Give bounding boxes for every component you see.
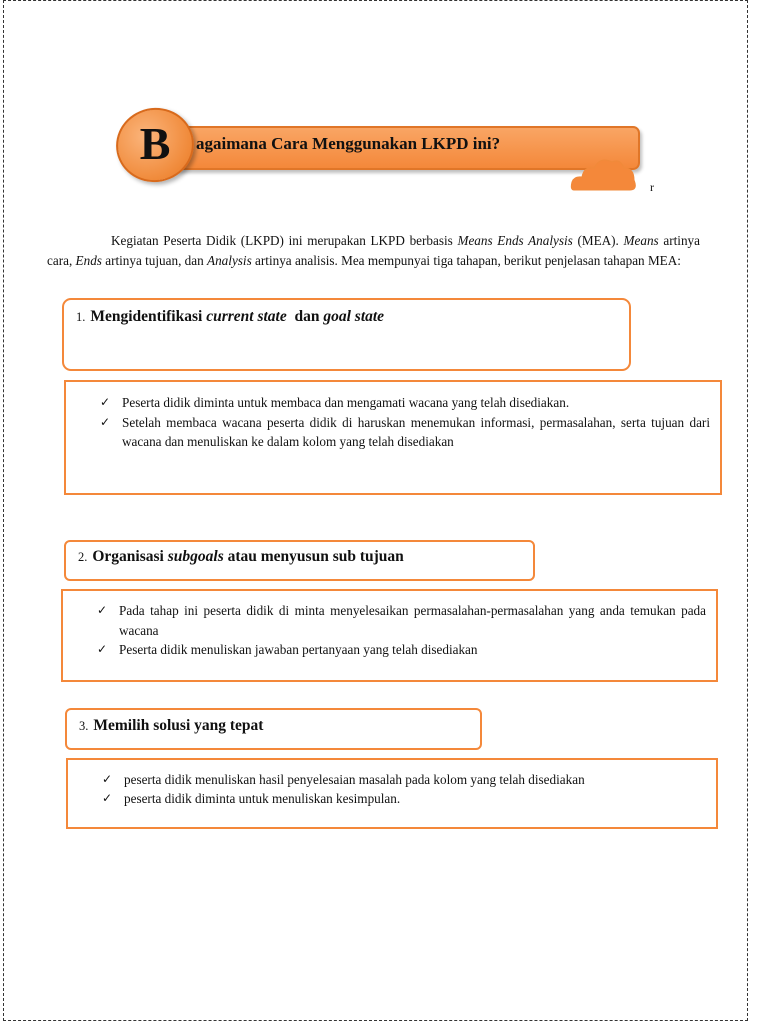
step-2-content-box (61, 589, 718, 682)
step-title-text: Mengidentifikasi (90, 308, 207, 325)
list-item (97, 601, 706, 640)
cloud-icon (570, 152, 638, 192)
stray-character: r (650, 180, 654, 194)
step-number: 3. (79, 719, 89, 733)
list-item (100, 393, 710, 413)
list-item (100, 413, 710, 452)
step-1-content-box (64, 380, 722, 495)
step-title-term: goal state (323, 308, 385, 325)
step-title-text: Memilih solusi yang tepat (93, 717, 264, 734)
intro-term-ends: Ends (75, 252, 102, 268)
step-title-text: Organisasi (92, 548, 168, 565)
step-title-text: atau menyusun sub tujuan (223, 548, 404, 565)
list-item (97, 640, 706, 660)
step-3-content-box (66, 758, 718, 829)
list-item-text: Peserta didik diminta untuk membaca dan mengamati wacana yang telah disediakan. (122, 395, 570, 410)
step-3-title (79, 717, 263, 735)
list-item-text: Peserta didik menuliskan jawaban pertanyaan yang telah disediakan (119, 642, 478, 657)
list-item-text: peserta didik diminta untuk menuliskan kesimpulan. (124, 790, 401, 806)
step-title-text: dan (286, 308, 324, 325)
step-2-title (78, 548, 404, 566)
list-item (102, 770, 706, 790)
list-item-text: Pada tahap ini peserta didik di minta menyelesaikan permasalahan-permasalahan yang anda temukan pada wacana (119, 603, 706, 638)
section-letter: B (139, 118, 171, 170)
list-item (102, 790, 706, 807)
list-item-text: Setelah membaca wacana peserta didik di haruskan menemukan informasi, permasalahan, serta tujuan dari wacana dan menuliskan ke dalam kolom yang telah disediakan (122, 414, 710, 449)
step-number: 1. (76, 310, 86, 324)
step-1-title (76, 308, 384, 326)
check-icon: ✓ (100, 414, 111, 429)
intro-term-means: Means (623, 233, 659, 248)
step-3-list (102, 770, 706, 807)
list-item-text: peserta didik menuliskan hasil penyelesaian masalah pada kolom yang telah disediakan (124, 772, 585, 787)
step-number: 2. (78, 550, 88, 564)
check-icon: ✓ (102, 790, 113, 805)
check-icon: ✓ (102, 772, 113, 786)
intro-term-mea: Means Ends Analysis (457, 233, 573, 248)
intro-term-analysis: Analysis (207, 252, 252, 268)
step-2-list (97, 601, 706, 660)
intro-text: Kegiatan Peserta Didik (LKPD) ini merupakan LKPD berbasis (111, 233, 458, 248)
intro-paragraph (47, 231, 700, 270)
step-1-list (100, 393, 710, 452)
intro-text: artinya cara, (47, 233, 700, 268)
intro-text: (MEA). (572, 233, 624, 248)
check-icon: ✓ (100, 395, 111, 409)
step-title-term: subgoals (167, 548, 224, 565)
step-title-term: current state (206, 308, 287, 325)
intro-text: artinya tujuan, dan (101, 252, 208, 268)
check-icon: ✓ (97, 603, 108, 617)
section-title: agaimana Cara Menggunakan LKPD ini? (196, 134, 501, 153)
check-icon: ✓ (97, 642, 108, 656)
intro-text: artinya analisis. Mea mempunyai tiga tahapan, berikut penjelasan tahapan MEA: (251, 252, 681, 268)
